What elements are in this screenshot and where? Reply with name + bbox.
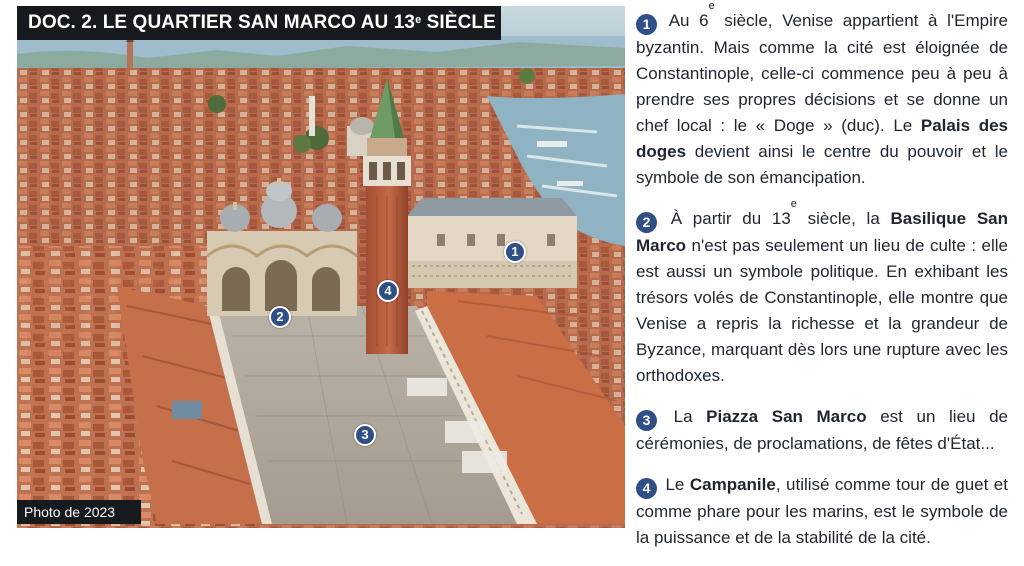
paragraph-2-text: n'est pas seulement un lieu de culte : elle est aussi un symbole politique. En exhibant les trésors volés de Constantinople, elle montre que Venise a repris la richesse et la grandeur de Byzance, marquant dès lors une rupture avec les orthodoxes. [636, 236, 1008, 385]
paragraph-2-text: À partir du 13 [670, 209, 791, 228]
paragraph-4 [636, 472, 1008, 551]
photo-credit: Photo de 2023 [17, 500, 141, 524]
explanation-column [636, 0, 1009, 566]
marker-2-basilica: 2 [269, 306, 291, 328]
marker-1-doges-palace: 1 [504, 241, 526, 263]
paragraph-3-text: La [673, 407, 707, 426]
term-palais-des-doges: Palais des doges [636, 116, 1008, 161]
title-text-end: SIÈCLE [421, 12, 496, 33]
paragraph-2-text: siècle, la [796, 209, 891, 228]
title-superscript: e [415, 14, 422, 26]
paragraph-3 [636, 404, 1008, 457]
paragraph-1 [636, 0, 1008, 191]
paragraph-2-sup: e [790, 198, 797, 210]
marker-3-piazza: 3 [354, 424, 376, 446]
paragraph-2 [636, 198, 1008, 389]
document-title [17, 6, 501, 40]
aerial-scene-illustration [17, 6, 625, 524]
paragraph-1-text: Au 6 [668, 11, 709, 30]
paragraph-1-text: siècle, Venise appartient à l'Empire byzantin. Mais comme la cité est éloignée de Constantinople, celle-ci commence peu à peu à prendre ses propres décisions et se donne un chef local : le « Doge » (duc). Le [636, 11, 1008, 135]
paragraph-4-text: Le [665, 475, 690, 494]
marker-4-campanile: 4 [377, 280, 399, 302]
venice-aerial-photo [17, 6, 625, 524]
number-badge-4: 4 [636, 478, 657, 499]
paragraph-3-text: est un lieu de cérémonies, de proclamations, de fêtes d'État... [636, 407, 1009, 453]
number-badge-2: 2 [636, 212, 657, 233]
term-basilique-san-marco: Basilique San Marco [636, 209, 1008, 255]
number-badge-1: 1 [636, 14, 657, 35]
paragraph-4-text: , utilisé comme tour de guet et comme phare pour les marins, est le symbole de la puissance et de la stabilité de la cité. [636, 475, 1008, 547]
term-piazza-san-marco: Piazza San Marco [706, 407, 867, 426]
paragraph-1-sup: e [708, 0, 715, 12]
number-badge-3: 3 [636, 410, 657, 431]
term-campanile: Campanile [689, 475, 776, 494]
title-text: DOC. 2. LE QUARTIER SAN MARCO AU 13 [28, 12, 416, 33]
paragraph-1-text: devient ainsi le centre du pouvoir et le symbole de son émancipation. [636, 142, 1008, 187]
